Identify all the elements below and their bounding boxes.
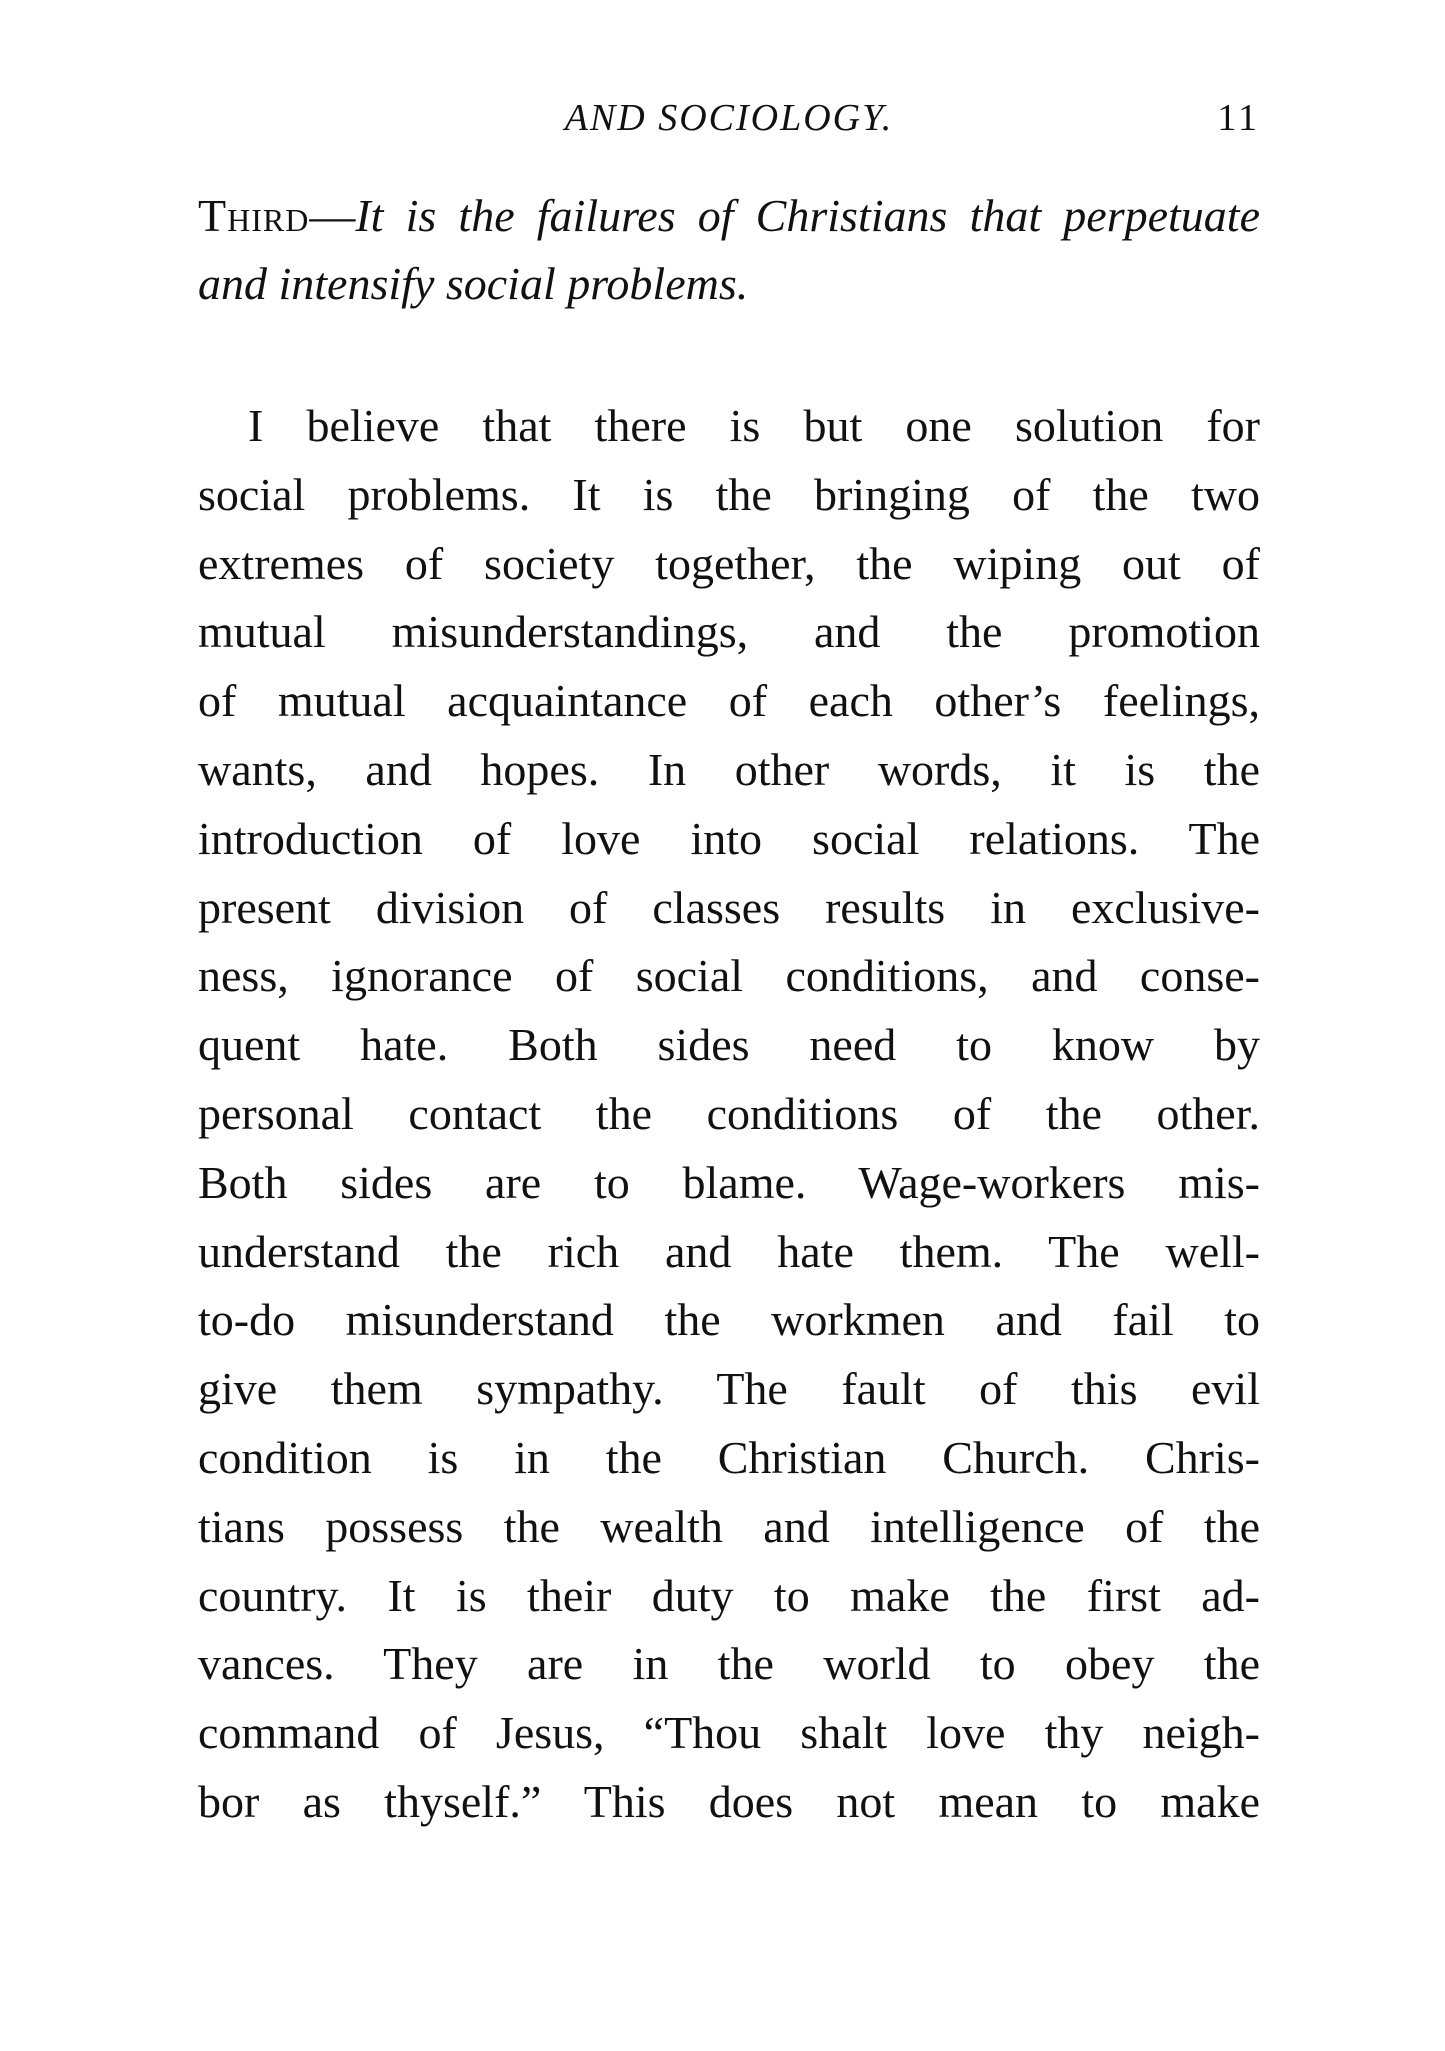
- page-number: 11: [1217, 97, 1260, 139]
- paragraph-line: introduction of love into social relations. The: [198, 812, 1260, 864]
- paragraph-line: present division of classes results in exclusive-: [198, 881, 1260, 933]
- paragraph-line: mutual misunderstandings, and the promotion: [198, 606, 1260, 658]
- section-dash: —: [309, 190, 356, 241]
- paragraph-line: country. It is their duty to make the first ad-: [198, 1569, 1260, 1621]
- paragraph-line: I believe that there is but one solution for: [248, 400, 1260, 451]
- paragraph-line: of mutual acquaintance of each other’s feelings,: [198, 675, 1260, 727]
- paragraph-line: Both sides are to blame. Wage-workers mis-: [198, 1156, 1260, 1208]
- section-statement: It is the failures of Christians that perpetuate and intensify social problems.: [198, 190, 1260, 309]
- paragraph-line: social problems. It is the bringing of the two: [198, 468, 1260, 520]
- paragraph-line: give them sympathy. The fault of this evil: [198, 1363, 1260, 1415]
- section-heading: [198, 182, 1260, 318]
- paragraph-line: personal contact the conditions of the other.: [198, 1087, 1260, 1139]
- paragraph-line: tians possess the wealth and intelligence of the: [198, 1500, 1260, 1552]
- body-paragraph: [198, 392, 1260, 1837]
- paragraph-line: ness, ignorance of social conditions, and conse-: [198, 950, 1260, 1002]
- paragraph-line: vances. They are in the world to obey the: [198, 1638, 1260, 1690]
- paragraph-line: condition is in the Christian Church. Chris-: [198, 1431, 1260, 1483]
- paragraph-line: command of Jesus, “Thou shalt love thy neigh-: [198, 1707, 1260, 1759]
- paragraph-line: quent hate. Both sides need to know by: [198, 1019, 1260, 1071]
- running-head: [198, 96, 1260, 146]
- running-title: AND SOCIOLOGY.: [564, 97, 894, 139]
- section-label: Third: [198, 190, 310, 241]
- paragraph-line: understand the rich and hate them. The well-: [198, 1225, 1260, 1277]
- paragraph-line: wants, and hopes. In other words, it is the: [198, 743, 1260, 795]
- paragraph-line: extremes of society together, the wiping out of: [198, 537, 1260, 589]
- paragraph-line: bor as thyself.” This does not mean to make: [198, 1775, 1260, 1827]
- paragraph-line: to-do misunderstand the workmen and fail to: [198, 1294, 1260, 1346]
